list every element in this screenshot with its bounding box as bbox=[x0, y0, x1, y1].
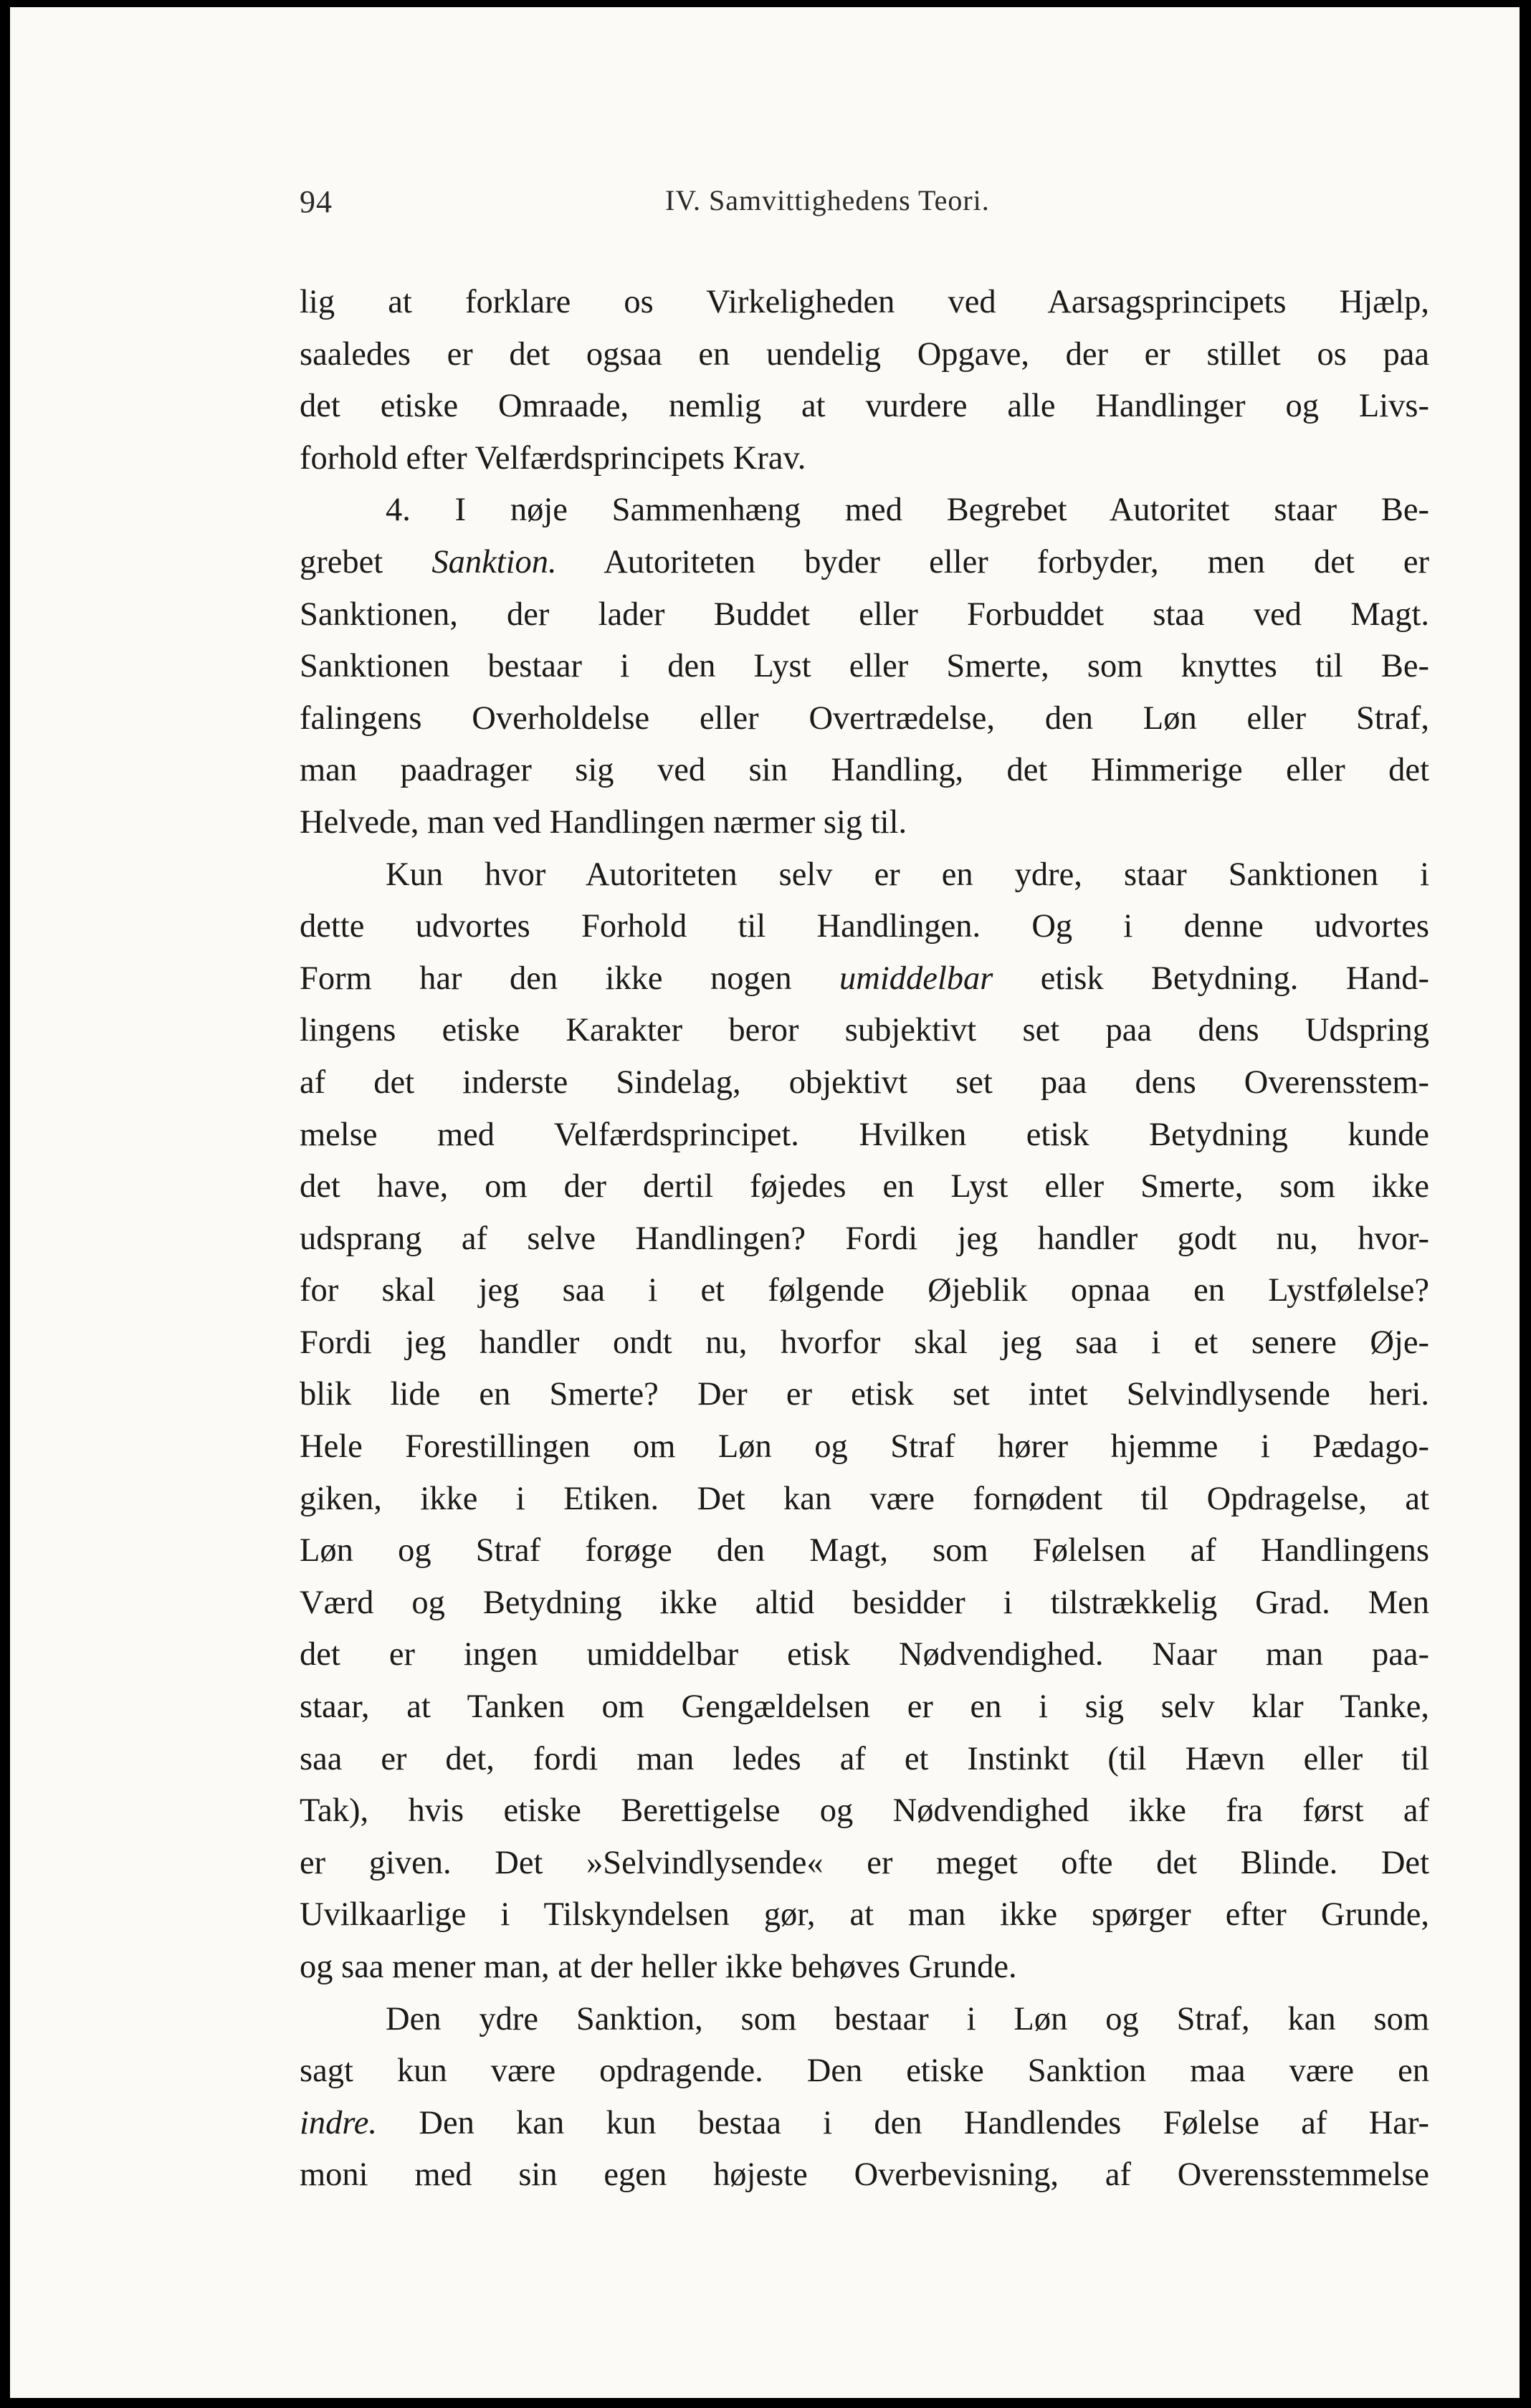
text-line: det have, om der dertil føjedes en Lyst eller Smerte, som ikke bbox=[300, 1168, 1429, 1205]
text-line: Hele Forestillingen om Løn og Straf hører hjemme i Pædago- bbox=[300, 1428, 1429, 1466]
text-line: Kun hvor Autoriteten selv er en ydre, staar Sanktionen i bbox=[386, 856, 1429, 893]
running-title: IV. Samvittighedens Teori. bbox=[665, 184, 990, 216]
text-line: Sanktionen bestaar i den Lyst eller Smerte, som knyttes til Be- bbox=[300, 648, 1429, 685]
text-line bbox=[300, 537, 1429, 589]
italic-term: indre. bbox=[300, 2104, 378, 2141]
text-line: Tak), hvis etiske Berettigelse og Nødvendighed ikke fra først af bbox=[300, 1792, 1429, 1830]
text-line: saaledes er det ogsaa en uendelig Opgave, der er stillet os paa bbox=[300, 335, 1429, 373]
book-page bbox=[10, 7, 1520, 2398]
italic-term: Sanktion. bbox=[431, 543, 557, 580]
text-line: det etiske Omraade, nemlig at vurdere alle Handlinger og Livs- bbox=[300, 388, 1429, 425]
text-line: sagt kun være opdragende. Den etiske Sanktion maa være en bbox=[300, 2053, 1429, 2090]
text-line: udsprang af selve Handlingen? Fordi jeg handler godt nu, hvor- bbox=[300, 1220, 1429, 1257]
text-line: lingens etiske Karakter beror subjektivt set paa dens Udspring bbox=[300, 1012, 1429, 1049]
text-run: Den kan kun bestaa i den Handlendes Følelse af Har- bbox=[377, 2104, 1429, 2141]
text-run: grebet bbox=[300, 543, 432, 580]
text-line: Værd og Betydning ikke altid besidder i tilstrækkelig Grad. Men bbox=[300, 1584, 1429, 1621]
text-line: falingens Overholdelse eller Overtrædelse, den Løn eller Straf, bbox=[300, 699, 1429, 737]
text-run: Autoriteten byder eller forbyder, men det er bbox=[556, 543, 1430, 580]
text-line: saa er det, fordi man ledes af et Instinkt (til Hævn eller til bbox=[300, 1740, 1429, 1777]
text-line: moni med sin egen højeste Overbevisning, af Overensstemmelse bbox=[300, 2156, 1429, 2194]
text-line: giken, ikke i Etiken. Det kan være fornødent til Opdragelse, at bbox=[300, 1480, 1429, 1517]
text-line: man paadrager sig ved sin Handling, det Himmerige eller det bbox=[300, 752, 1429, 789]
text-line: af det inderste Sindelag, objektivt set paa dens Overensstem- bbox=[300, 1064, 1429, 1101]
text-line: Den ydre Sanktion, som bestaar i Løn og Straf, kan som bbox=[386, 2000, 1429, 2037]
text-line: Fordi jeg handler ondt nu, hvorfor skal jeg saa i et senere Øje- bbox=[300, 1324, 1429, 1361]
page-number: 94 bbox=[300, 184, 333, 219]
text-line bbox=[300, 2098, 1429, 2150]
italic-term: umiddelbar bbox=[839, 960, 993, 997]
text-line: staar, at Tanken om Gengældelsen er en i sig selv klar Tanke, bbox=[300, 1688, 1429, 1726]
page-header bbox=[300, 183, 1511, 226]
text-line: er given. Det »Selvindlysende« er meget ofte det Blinde. Det bbox=[300, 1844, 1429, 1881]
text-line: forhold efter Velfærdsprincipets Krav. bbox=[300, 439, 806, 477]
text-run: etisk Betydning. Hand- bbox=[993, 960, 1429, 997]
text-line: og saa mener man, at der heller ikke behøves Grunde. bbox=[300, 1949, 1017, 1985]
text-line: 4. I nøje Sammenhæng med Begrebet Autoritet staar Be- bbox=[386, 492, 1429, 529]
text-line: melse med Velfærdsprincipet. Hvilken etisk Betydning kunde bbox=[300, 1116, 1429, 1153]
text-line bbox=[300, 953, 1429, 1005]
text-line: for skal jeg saa i et følgende Øjeblik opnaa en Lystfølelse? bbox=[300, 1272, 1429, 1309]
text-run: Form har den ikke nogen bbox=[300, 960, 839, 997]
body-text bbox=[300, 277, 1429, 2202]
text-line: blik lide en Smerte? Der er etisk set intet Selvindlysende heri. bbox=[300, 1376, 1429, 1413]
text-line: Helvede, man ved Handlingen nærmer sig til. bbox=[300, 803, 907, 841]
text-line: Uvilkaarlige i Tilskyndelsen gør, at man ikke spørger efter Grunde, bbox=[300, 1896, 1429, 1934]
text-line: Sanktionen, der lader Buddet eller Forbuddet staa ved Magt. bbox=[300, 596, 1429, 633]
text-line: lig at forklare os Virkeligheden ved Aarsagsprincipets Hjælp, bbox=[300, 284, 1429, 320]
text-line: det er ingen umiddelbar etisk Nødvendighed. Naar man paa- bbox=[300, 1636, 1429, 1673]
text-line: dette udvortes Forhold til Handlingen. Og i denne udvortes bbox=[300, 908, 1429, 945]
text-line: Løn og Straf forøge den Magt, som Følelsen af Handlingens bbox=[300, 1532, 1429, 1570]
